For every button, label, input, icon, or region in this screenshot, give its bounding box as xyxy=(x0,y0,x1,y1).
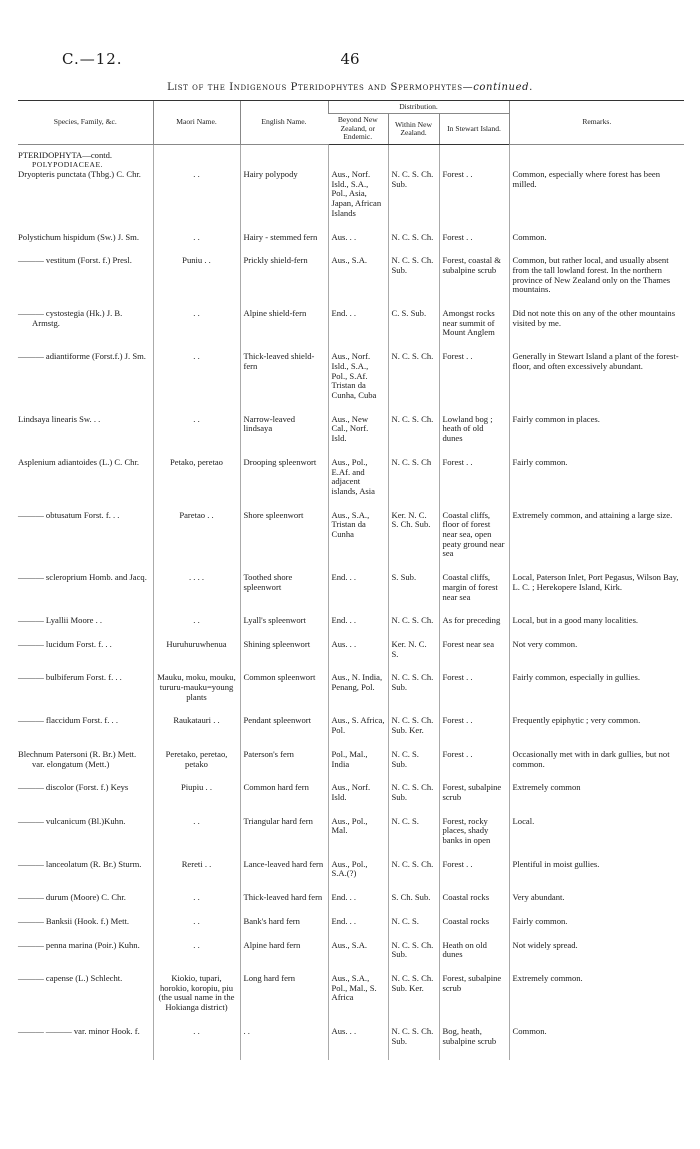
beyond-nz: Aus., S. Africa, Pol. xyxy=(328,716,388,735)
english-name: Pendant spleenwort xyxy=(240,716,328,735)
beyond-nz: End. . . xyxy=(328,309,388,338)
page-number: 46 xyxy=(340,50,360,68)
maori-name: Raukatauri . . xyxy=(153,716,240,735)
table-title xyxy=(0,82,700,93)
beyond-nz: Aus., S.A. xyxy=(328,941,388,960)
stewart-island: Forest near sea xyxy=(439,640,509,659)
within-nz: N. C. S. xyxy=(388,817,439,846)
stewart-island: As for preceding xyxy=(439,616,509,626)
table-row xyxy=(18,352,684,401)
species-name: Polystichum hispidum (Sw.) J. Sm. xyxy=(18,231,139,242)
table-row xyxy=(18,783,684,802)
row-spacer xyxy=(18,602,684,616)
stewart-island: Coastal cliffs, floor of forest near sea, open peaty ground near sea xyxy=(439,511,509,560)
english-name: Paterson's fern xyxy=(240,750,328,769)
maori-name: Mauku, moku, mouku, tururu-mauku=young plants xyxy=(153,673,240,702)
species-name: Dryopteris punctata (Thbg.) C. Chr. xyxy=(18,169,141,180)
table-row xyxy=(18,415,684,444)
col-within-header: Within New Zealand. xyxy=(388,114,439,144)
within-nz: S. Ch. Sub. xyxy=(388,893,439,903)
row-spacer xyxy=(18,242,684,256)
stewart-island: Coastal rocks xyxy=(439,893,509,903)
table-row xyxy=(18,817,684,846)
col-distribution-header: Distribution. xyxy=(328,101,509,114)
table-row xyxy=(18,458,684,497)
species-name: ——— penna marina (Poir.) Kuhn. xyxy=(18,939,140,950)
maori-name: . . . . xyxy=(153,573,240,602)
beyond-nz: Aus., Norf. Isld., S.A., Pol., S.Af. Tristan da Cunha, Cuba xyxy=(328,352,388,401)
stewart-island: Amongst rocks near summit of Mount Anglem xyxy=(439,309,509,338)
within-nz: N. C. S. Ch. Sub. xyxy=(388,783,439,802)
stewart-island: Forest . . xyxy=(439,170,509,219)
row-spacer xyxy=(18,444,684,458)
english-name: Bank's hard fern xyxy=(240,917,328,927)
beyond-nz: Pol., Mal., India xyxy=(328,750,388,769)
beyond-nz: Aus. . . xyxy=(328,640,388,659)
beyond-nz: Aus., Pol., Mal. xyxy=(328,817,388,846)
table-row xyxy=(18,716,684,735)
remarks: Common. xyxy=(509,233,684,243)
row-spacer xyxy=(18,497,684,511)
title-suffix: —continued. xyxy=(462,82,533,93)
english-name: Prickly shield-fern xyxy=(240,256,328,295)
beyond-nz: Aus. . . xyxy=(328,233,388,243)
english-name: Common hard fern xyxy=(240,783,328,802)
english-name: . . xyxy=(240,1027,328,1046)
stewart-island: Forest . . xyxy=(439,233,509,243)
remarks: Common, but rather local, and usually absent from the tall lowland forest. In the northern province of New Zealand only on the Thames mountains. xyxy=(509,256,684,295)
within-nz: S. Sub. xyxy=(388,573,439,602)
maori-name: Peretako, peretao, petako xyxy=(153,750,240,769)
remarks: Local, Paterson Inlet, Port Pegasus, Wilson Bay, L. C. ; Herekopere Island, Kirk. xyxy=(509,573,684,602)
row-spacer xyxy=(18,960,684,974)
remarks: Plentiful in moist gullies. xyxy=(509,860,684,879)
remarks: Not widely spread. xyxy=(509,941,684,960)
row-spacer xyxy=(18,903,684,917)
maori-name: Paretao . . xyxy=(153,511,240,560)
english-name: Hairy polypody xyxy=(240,170,328,219)
within-nz: N. C. S. Ch. Sub. xyxy=(388,673,439,702)
beyond-nz: Aus., S.A., Tristan da Cunha xyxy=(328,511,388,560)
section-division: PTERIDOPHYTA—contd. xyxy=(18,149,113,160)
english-name: Drooping spleenwort xyxy=(240,458,328,497)
english-name: Narrow-leaved lindsaya xyxy=(240,415,328,444)
english-name: Toothed shore spleenwort xyxy=(240,573,328,602)
stewart-island: Forest . . xyxy=(439,860,509,879)
table-row xyxy=(18,893,684,903)
within-nz: N. C. S. Ch. Sub. xyxy=(388,256,439,295)
within-nz: Ker. N. C. S. xyxy=(388,640,439,659)
table-row xyxy=(18,917,684,927)
species-name: ——— ——— var. minor Hook. f. xyxy=(18,1025,140,1036)
species-name: Blechnum Patersoni (R. Br.) Mett. var. elongatum (Mett.) xyxy=(18,748,137,769)
remarks: Extremely common xyxy=(509,783,684,802)
english-name: Triangular hard fern xyxy=(240,817,328,846)
beyond-nz: Aus. . . xyxy=(328,1027,388,1046)
within-nz: N. C. S. Ch. Sub. Ker. xyxy=(388,716,439,735)
beyond-nz: Aus., S.A. xyxy=(328,256,388,295)
stewart-island: Heath on old dunes xyxy=(439,941,509,960)
beyond-nz: Aus., Norf. Isld. xyxy=(328,783,388,802)
species-name: ——— flaccidum Forst. f. . . xyxy=(18,715,119,726)
stewart-island: Forest, rocky places, shady banks in open xyxy=(439,817,509,846)
within-nz: N. C. S. Ch xyxy=(388,458,439,497)
remarks: Local, but in a good many localities. xyxy=(509,616,684,626)
within-nz: N. C. S. Ch. Sub. Ker. xyxy=(388,974,439,1013)
remarks: Common, especially where forest has been milled. xyxy=(509,170,684,219)
section-division-row xyxy=(18,144,684,160)
species-name: ——— vestitum (Forst. f.) Presl. xyxy=(18,255,132,266)
english-name: Thick-leaved hard fern xyxy=(240,893,328,903)
col-stewart-header: In Stewart Island. xyxy=(439,114,509,144)
maori-name: . . xyxy=(153,917,240,927)
beyond-nz: End. . . xyxy=(328,573,388,602)
remarks: Did not note this on any of the other mountains visited by me. xyxy=(509,309,684,338)
table-row xyxy=(18,616,684,626)
within-nz: N. C. S. Ch. xyxy=(388,233,439,243)
species-name: ——— vulcanicum (Bl.)Kuhn. xyxy=(18,815,126,826)
stewart-island: Forest . . xyxy=(439,458,509,497)
maori-name: Piupiu . . xyxy=(153,783,240,802)
remarks: Very abundant. xyxy=(509,893,684,903)
species-name: ——— Banksii (Hook. f.) Mett. xyxy=(18,915,129,926)
table-row xyxy=(18,511,684,560)
section-family: POLYPODIACEAE. xyxy=(32,160,103,170)
within-nz: N. C. S. Ch. Sub. xyxy=(388,941,439,960)
beyond-nz: Aus., Norf. Isld., S.A., Pol., Asia, Japan, African Islands xyxy=(328,170,388,219)
row-spacer xyxy=(18,879,684,893)
table-row xyxy=(18,256,684,295)
table-row xyxy=(18,233,684,243)
table-row xyxy=(18,309,684,338)
row-spacer xyxy=(18,401,684,415)
maori-name: Huruhuruwhenua xyxy=(153,640,240,659)
stewart-island: Forest . . xyxy=(439,716,509,735)
within-nz: Ker. N. C. S. Ch. Sub. xyxy=(388,511,439,560)
species-name: ——— obtusatum Forst. f. . . xyxy=(18,509,120,520)
row-spacer xyxy=(18,803,684,817)
stewart-island: Forest . . xyxy=(439,673,509,702)
stewart-island: Coastal cliffs, margin of forest near sea xyxy=(439,573,509,602)
species-name: Lindsaya linearis Sw. . . xyxy=(18,413,101,424)
col-remarks-header: Remarks. xyxy=(509,101,684,145)
beyond-nz: Aus., Pol., S.A.(?) xyxy=(328,860,388,879)
col-english-header: English Name. xyxy=(240,101,328,145)
row-spacer xyxy=(18,219,684,233)
col-species-header: Species, Family, &c. xyxy=(18,101,153,145)
stewart-island: Coastal rocks xyxy=(439,917,509,927)
beyond-nz: Aus., S.A., Pol., Mal., S. Africa xyxy=(328,974,388,1013)
english-name: Lyall's spleenwort xyxy=(240,616,328,626)
beyond-nz: Aus., Pol., E.Af. and adjacent islands, Asia xyxy=(328,458,388,497)
stewart-island: Forest . . xyxy=(439,750,509,769)
remarks: Fairly common. xyxy=(509,917,684,927)
remarks: Occasionally met with in dark gullies, but not common. xyxy=(509,750,684,769)
row-spacer xyxy=(18,626,684,640)
species-name: ——— scleroprium Homb. and Jacq. xyxy=(18,572,147,583)
species-name: ——— durum (Moore) C. Chr. xyxy=(18,892,126,903)
species-name: ——— lanceolatum (R. Br.) Sturm. xyxy=(18,858,142,869)
row-spacer xyxy=(18,1046,684,1060)
row-spacer xyxy=(18,659,684,673)
row-spacer xyxy=(18,559,684,573)
title-prefix: List of the Indigenous Pteridophytes and Spermophytes xyxy=(167,82,463,93)
maori-name: Puniu . . xyxy=(153,256,240,295)
row-spacer xyxy=(18,338,684,352)
table-row xyxy=(18,640,684,659)
maori-name: . . xyxy=(153,1027,240,1046)
table-row xyxy=(18,750,684,769)
stewart-island: Forest . . xyxy=(439,352,509,401)
stewart-island: Bog, heath, subalpine scrub xyxy=(439,1027,509,1046)
remarks: Local. xyxy=(509,817,684,846)
within-nz: N. C. S. Ch. xyxy=(388,352,439,401)
row-spacer xyxy=(18,927,684,941)
col-beyond-header: Beyond New Zealand, or Endemic. xyxy=(328,114,388,144)
stewart-island: Lowland bog ; heath of old dunes xyxy=(439,415,509,444)
table-row xyxy=(18,974,684,1013)
table-row xyxy=(18,673,684,702)
beyond-nz: End. . . xyxy=(328,917,388,927)
row-spacer xyxy=(18,736,684,750)
maori-name: Kiokio, tupari, horokio, koropiu, piu (the usual name in the Hokianga district) xyxy=(153,974,240,1013)
beyond-nz: Aus., N. India, Penang, Pol. xyxy=(328,673,388,702)
species-name: ——— discolor (Forst. f.) Keys xyxy=(18,782,129,793)
remarks: Fairly common in places. xyxy=(509,415,684,444)
species-name: ——— lucidum Forst. f. . . xyxy=(18,638,112,649)
english-name: Thick-leaved shield-fern xyxy=(240,352,328,401)
english-name: Shining spleenwort xyxy=(240,640,328,659)
table-row xyxy=(18,860,684,879)
english-name: Shore spleenwort xyxy=(240,511,328,560)
species-name: ——— adiantiforme (Forst.f.) J. Sm. xyxy=(18,351,146,362)
remarks: Extremely common, and attaining a large size. xyxy=(509,511,684,560)
row-spacer xyxy=(18,846,684,860)
species-name: ——— capense (L.) Schlecht. xyxy=(18,973,123,983)
maori-name: Petako, peretao xyxy=(153,458,240,497)
beyond-nz: End. . . xyxy=(328,893,388,903)
table-row xyxy=(18,573,684,602)
english-name: Alpine hard fern xyxy=(240,941,328,960)
remarks: Fairly common. xyxy=(509,458,684,497)
row-spacer xyxy=(18,295,684,309)
maori-name: . . xyxy=(153,415,240,444)
maori-name: . . xyxy=(153,817,240,846)
stewart-island: Forest, coastal & subalpine scrub xyxy=(439,256,509,295)
english-name: Long hard fern xyxy=(240,974,328,1013)
species-name: ——— bulbiferum Forst. f. . . xyxy=(18,672,122,683)
maori-name: Rereti . . xyxy=(153,860,240,879)
maori-name: . . xyxy=(153,893,240,903)
remarks: Common. xyxy=(509,1027,684,1046)
stewart-island: Forest, subalpine scrub xyxy=(439,783,509,802)
document-reference: C.—12. xyxy=(62,50,123,68)
species-name: Asplenium adiantoides (L.) C. Chr. xyxy=(18,456,140,467)
species-name: ——— cystostegia (Hk.) J. B. Armstg. xyxy=(18,308,123,328)
remarks: Not very common. xyxy=(509,640,684,659)
maori-name: . . xyxy=(153,170,240,219)
row-spacer xyxy=(18,769,684,783)
remarks: Extremely common. xyxy=(509,974,684,1013)
within-nz: N. C. S. Ch. Sub. xyxy=(388,1027,439,1046)
english-name: Alpine shield-fern xyxy=(240,309,328,338)
stewart-island: Forest, subalpine scrub xyxy=(439,974,509,1013)
english-name: Hairy - stemmed fern xyxy=(240,233,328,243)
remarks: Generally in Stewart Island a plant of the forest-floor, and often excessively abundant. xyxy=(509,352,684,401)
row-spacer xyxy=(18,1013,684,1027)
maori-name: . . xyxy=(153,233,240,243)
table-row xyxy=(18,941,684,960)
within-nz: C. S. Sub. xyxy=(388,309,439,338)
beyond-nz: End. . . xyxy=(328,616,388,626)
table-row xyxy=(18,170,684,219)
beyond-nz: Aus., New Cal., Norf. Isld. xyxy=(328,415,388,444)
within-nz: N. C. S. Ch. xyxy=(388,616,439,626)
maori-name: . . xyxy=(153,941,240,960)
remarks: Fairly common, especially in gullies. xyxy=(509,673,684,702)
within-nz: N. C. S. Sub. xyxy=(388,750,439,769)
maori-name: . . xyxy=(153,352,240,401)
table-row xyxy=(18,1027,684,1046)
maori-name: . . xyxy=(153,309,240,338)
col-maori-header: Maori Name. xyxy=(153,101,240,145)
species-table xyxy=(18,100,684,1060)
within-nz: N. C. S. Ch. xyxy=(388,415,439,444)
within-nz: N. C. S. Ch. Sub. xyxy=(388,170,439,219)
english-name: Lance-leaved hard fern xyxy=(240,860,328,879)
remarks: Frequently epiphytic ; very common. xyxy=(509,716,684,735)
maori-name: . . xyxy=(153,616,240,626)
species-name: ——— Lyallii Moore . . xyxy=(18,615,103,626)
within-nz: N. C. S. Ch. xyxy=(388,860,439,879)
english-name: Common spleenwort xyxy=(240,673,328,702)
row-spacer xyxy=(18,702,684,716)
within-nz: N. C. S. xyxy=(388,917,439,927)
